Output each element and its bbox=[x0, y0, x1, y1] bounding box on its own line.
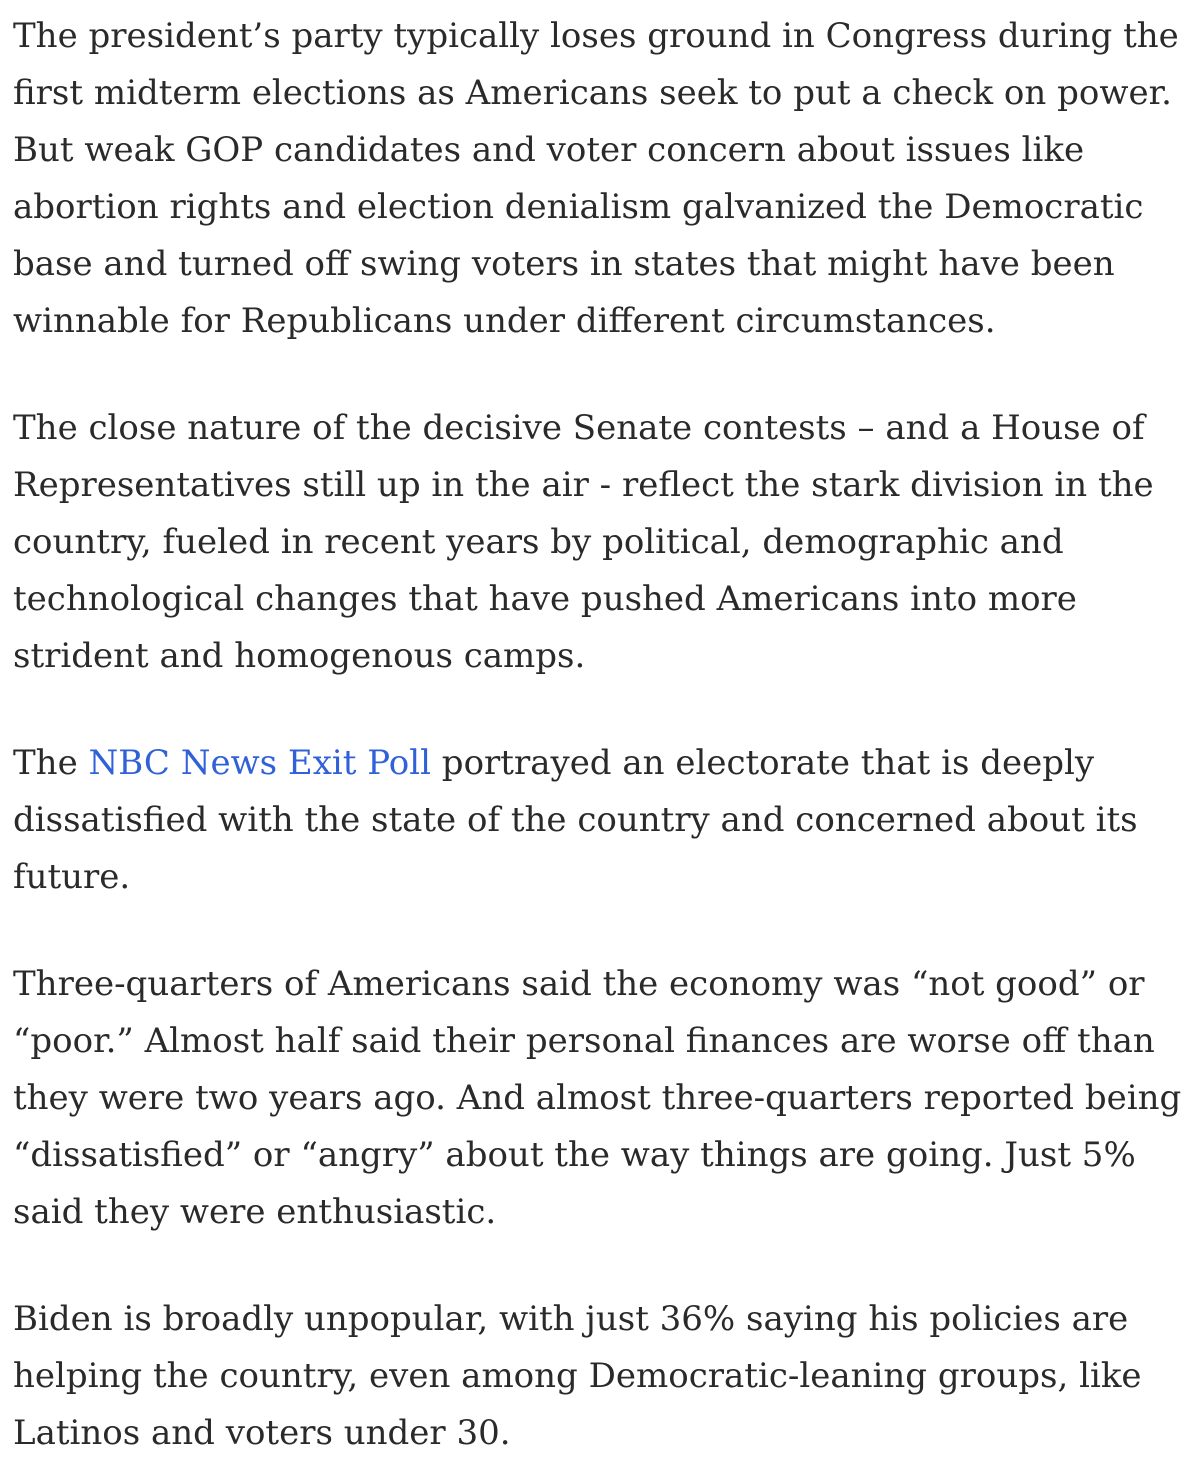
paragraph-midterm-history: The president’s party typically loses ground in Congress during the first midterm elections as Americans seek to put a check on power. But weak GOP candidates and voter concern about issues like abortion rights and election denialism galvanized the Democratic base and turned off swing voters in states that might have been winnable for Republicans under different circumstances. bbox=[13, 16, 1179, 341]
nbc-news-exit-poll-link[interactable]: NBC News Exit Poll bbox=[88, 743, 431, 783]
paragraph-economy: Three-quarters of Americans said the economy was “not good” or “poor.” Almost half said their personal finances are worse off than they were two years ago. And almost three-quarters reported being “dissatisfied” or “angry” about the way things are going. Just 5% said they were enthusiastic. bbox=[13, 964, 1182, 1232]
paragraph-senate-contests: The close nature of the decisive Senate contests – and a House of Representatives still up in the air - reflect the stark division in the country, fueled in recent years by political, demographic and technological changes that have pushed Americans into more strident and homogenous camps. bbox=[13, 408, 1154, 676]
exit-poll-text-before: The bbox=[13, 743, 89, 783]
exit-poll-text-after: portrayed an electorate that is deeply dissatisfied with the state of the country and concerned about its future. bbox=[13, 743, 1138, 897]
paragraph-biden-approval: Biden is broadly unpopular, with just 36% saying his policies are helping the country, even among Democratic-leaning groups, like Latinos and voters under 30. bbox=[13, 1299, 1142, 1453]
paragraph-exit-poll bbox=[13, 735, 1186, 906]
